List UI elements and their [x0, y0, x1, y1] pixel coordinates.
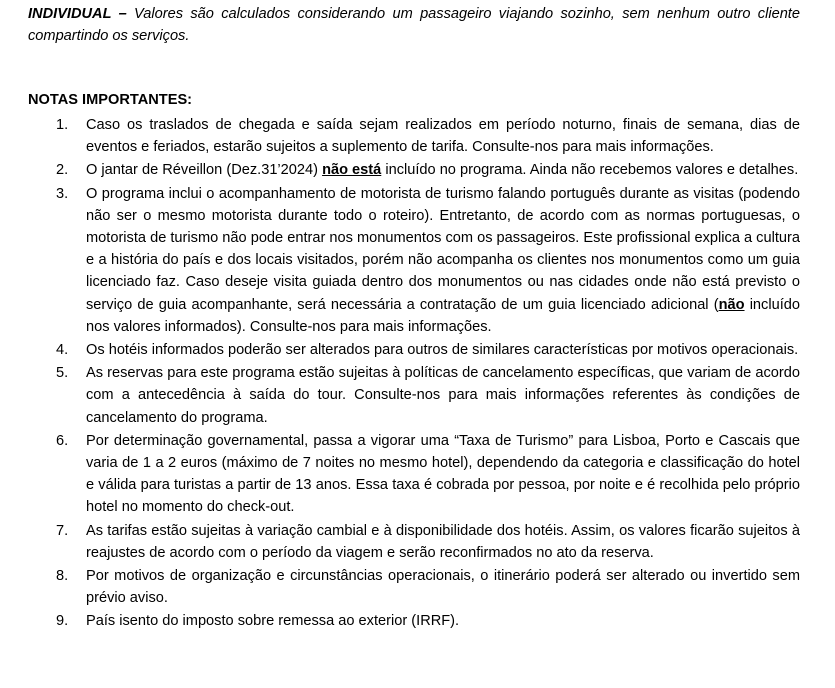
note-item-4 [28, 339, 800, 361]
note-text: Os hotéis informados poderão ser alterados para outros de similares características por motivos operacionais. [86, 342, 799, 359]
note-number: 1. [56, 117, 69, 133]
notes-heading: NOTAS IMPORTANTES: [28, 92, 193, 108]
note-text-before: O programa inclui o acompanhamento de motorista de turismo falando português durante as visitas (podendo não ser o mesmo motorista durante todo o roteiro). Entretanto, de acordo com as normas portuguesas, o motorista de turismo não pode entrar nos monumentos com os passageiros. Este profissional explica a cultura e a história do país e dos locais visitados, porém não acompanha os clientes nos monumentos como um guia licenciado faz. Caso deseje visita guiada dentro dos monumentos ou nas cidades onde não está previsto o serviço de guia acompanhante, será necessária a contratação de um guia licenciado adicional ( [86, 185, 800, 313]
note-text: Por motivos de organização e circunstâncias operacionais, o itinerário poderá ser alterado ou invertido sem prévio aviso. [86, 568, 800, 607]
note-number: 7. [56, 522, 69, 539]
note-number: 9. [56, 613, 69, 630]
note-item-6 [28, 430, 800, 519]
note-emphasis: não [718, 296, 745, 313]
note-item-2 [28, 159, 800, 181]
note-item-8 [28, 565, 800, 609]
note-text-before: O jantar de Réveillon (Dez.31’2024) [86, 162, 323, 179]
notes-list [28, 114, 800, 634]
note-item-5 [28, 362, 800, 429]
note-text-after: incluído nos valores informados). Consulte-nos para mais informações. [86, 296, 800, 335]
note-number: 6. [56, 432, 69, 449]
individual-dash: – [111, 6, 135, 22]
individual-label: INDIVIDUAL [28, 6, 112, 22]
note-number: 4. [56, 342, 69, 359]
individual-text: Valores são calculados considerando um passageiro viajando sozinho, sem nenhum outro cliente compartindo os serviços. [28, 6, 800, 45]
note-item-1 [28, 114, 800, 158]
note-item-3 [28, 183, 800, 338]
note-emphasis: não está [322, 162, 382, 179]
note-text: Caso os traslados de chegada e saída sejam realizados em período noturno, finais de semana, dias de eventos e feriados, estarão sujeitos a suplemento de tarifa. Consulte-nos para mais informações. [86, 117, 800, 156]
note-text: As reservas para este programa estão sujeitas à políticas de cancelamento específicas, que variam de acordo com a antecedência à saída do tour. Consulte-nos para mais informações referentes às condições de cancelamento do programa. [86, 365, 800, 426]
note-number: 8. [56, 568, 69, 585]
individual-paragraph [28, 3, 800, 47]
note-text: Por determinação governamental, passa a vigorar uma “Taxa de Turismo” para Lisboa, Porto e Cascais que varia de 1 a 2 euros (máximo de 7 noites no mesmo hotel), dependendo da categoria e classificação do hotel e válida para turistas a partir de 13 anos. Essa taxa é cobrada por pessoa, por noite e é recolhida pelo próprio hotel no momento do check-out. [86, 432, 800, 516]
note-text: País isento do imposto sobre remessa ao exterior (IRRF). [86, 613, 460, 630]
note-item-9 [28, 610, 800, 632]
note-number: 5. [56, 365, 69, 382]
note-text: As tarifas estão sujeitas à variação cambial e à disponibilidade dos hotéis. Assim, os valores ficarão sujeitos à reajustes de acordo com o período da viagem e serão reconfirmados no ato da reserva. [86, 522, 800, 561]
note-item-7 [28, 520, 800, 564]
note-text-after: incluído no programa. Ainda não recebemos valores e detalhes. [381, 162, 799, 179]
note-number: 3. [56, 185, 69, 202]
note-number: 2. [56, 162, 69, 179]
